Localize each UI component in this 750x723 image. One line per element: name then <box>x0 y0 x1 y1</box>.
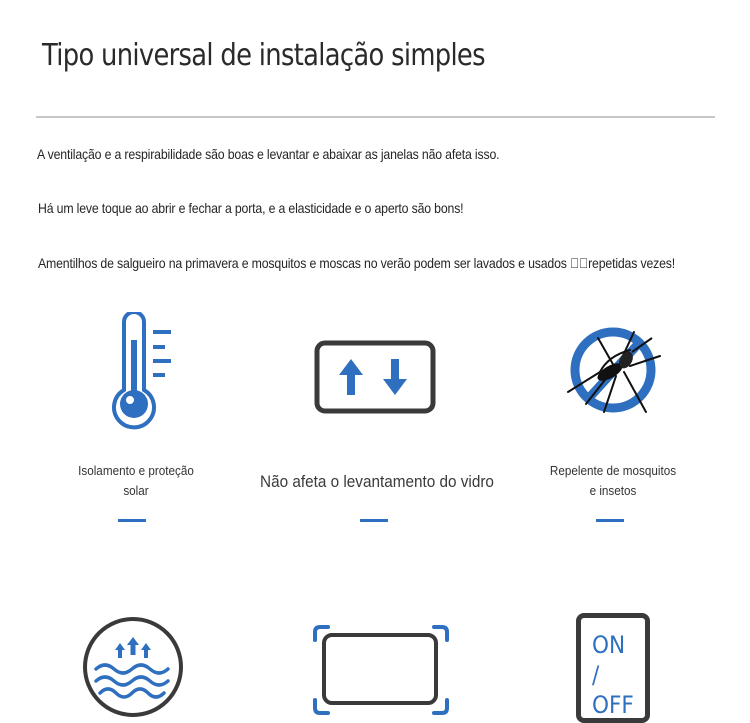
breathable-waves-icon <box>80 617 186 723</box>
title-divider <box>36 116 715 118</box>
up-down-arrows-icon <box>314 340 436 414</box>
feature-line-door: Há um leve toque ao abrir e fechar a porta, e a elasticidade e o aperto são bons! <box>38 200 464 216</box>
accent-dash <box>360 519 388 522</box>
feature-line-washable: Amentilhos de salgueiro na primavera e mosquitos e moscas no verão podem ser lavados e usados ￿￿repetidas vezes! <box>38 255 676 271</box>
feature-caption-mosquito: Repelente de mosquitos e insetos <box>549 463 677 498</box>
switch-on-label: ON <box>592 631 626 659</box>
frame-fit-icon <box>312 624 450 716</box>
page-title: Tipo universal de instalação simples <box>42 38 485 73</box>
accent-dash <box>118 519 146 522</box>
feature-caption-glass: Não afeta o levantamento do vidro <box>260 472 494 491</box>
accent-dash <box>596 519 624 522</box>
feature-caption-insulation: Isolamento e proteção solar <box>78 463 194 498</box>
feature-line-ventilation: A ventilação e a respirabilidade são boas e levantar e abaixar as janelas não afeta isso. <box>37 146 500 162</box>
on-off-switch-icon <box>576 613 650 723</box>
switch-slash-label: / <box>592 661 600 689</box>
switch-off-label: OFF <box>592 691 634 719</box>
thermometer-icon <box>100 312 180 430</box>
no-mosquito-icon <box>560 320 670 432</box>
